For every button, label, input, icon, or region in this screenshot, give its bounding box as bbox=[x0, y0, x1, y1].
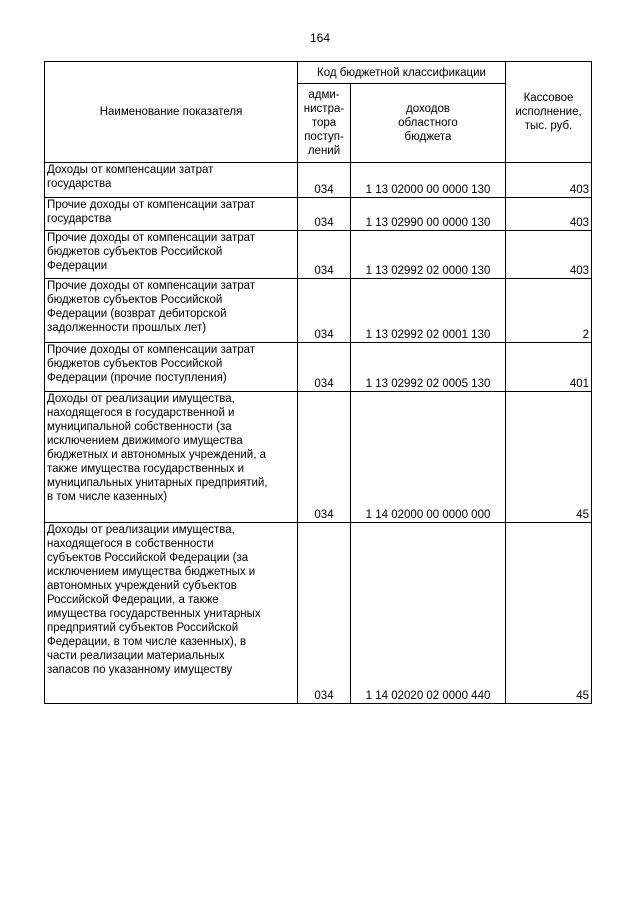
cash-amount: 403 bbox=[506, 163, 592, 198]
administrator-code: 034 bbox=[298, 163, 351, 198]
income-code: 1 13 02992 02 0000 130 bbox=[351, 231, 506, 279]
indicator-name: Прочие доходы от компенсации затрат бюджетов субъектов Российской Федерации (прочие поступления) bbox=[45, 343, 298, 392]
table-row bbox=[45, 231, 592, 279]
cash-amount: 45 bbox=[506, 392, 592, 523]
table-body bbox=[45, 163, 592, 704]
income-code: 1 14 02000 00 0000 000 bbox=[351, 392, 506, 523]
budget-table bbox=[44, 61, 592, 704]
administrator-code: 034 bbox=[298, 231, 351, 279]
administrator-code: 034 bbox=[298, 279, 351, 343]
administrator-code: 034 bbox=[298, 523, 351, 704]
indicator-name: Прочие доходы от компенсации затрат бюджетов субъектов Российской Федерации (возврат дебиторской задолженности прошлых лет) bbox=[45, 279, 298, 343]
income-code: 1 13 02992 02 0005 130 bbox=[351, 343, 506, 392]
income-code: 1 13 02000 00 0000 130 bbox=[351, 163, 506, 198]
administrator-code: 034 bbox=[298, 198, 351, 231]
income-code: 1 13 02990 00 0000 130 bbox=[351, 198, 506, 231]
indicator-name: Доходы от реализации имущества, находящегося в государственной и муниципальной собственности (за исключением движимого имущества бюджетных и автономных учреждений, а также имущества государственных и муниципальных унитарных предприятий, в том числе казенных) bbox=[45, 392, 298, 523]
header-administrator: адми- нистра- тора поступ- лений bbox=[298, 84, 351, 163]
cash-amount: 45 bbox=[506, 523, 592, 704]
income-code: 1 14 02020 02 0000 440 bbox=[351, 523, 506, 704]
header-code-group: Код бюджетной классификации bbox=[298, 62, 506, 84]
table-row bbox=[45, 163, 592, 198]
table-row bbox=[45, 392, 592, 523]
administrator-code: 034 bbox=[298, 343, 351, 392]
table-row bbox=[45, 198, 592, 231]
page-number: 164 bbox=[309, 31, 331, 45]
cash-amount: 403 bbox=[506, 231, 592, 279]
income-code: 1 13 02992 02 0001 130 bbox=[351, 279, 506, 343]
header-cash-execution: Кассовое исполнение, тыс. руб. bbox=[506, 62, 592, 163]
cash-amount: 403 bbox=[506, 198, 592, 231]
table-row bbox=[45, 343, 592, 392]
table-row bbox=[45, 523, 592, 704]
cash-amount: 2 bbox=[506, 279, 592, 343]
table-row bbox=[45, 279, 592, 343]
administrator-code: 034 bbox=[298, 392, 351, 523]
indicator-name: Доходы от компенсации затрат государства bbox=[45, 163, 298, 198]
cash-amount: 401 bbox=[506, 343, 592, 392]
header-income-code: доходов областного бюджета bbox=[351, 84, 506, 163]
indicator-name: Прочие доходы от компенсации затрат бюджетов субъектов Российской Федерации bbox=[45, 231, 298, 279]
header-indicator-name: Наименование показателя bbox=[45, 62, 298, 163]
indicator-name: Доходы от реализации имущества, находящегося в собственности субъектов Российской Федерации (за исключением имущества бюджетных и автономных учреждений субъектов Российской Федерации, а также имущества государственных унитарных предприятий субъектов Российской Федерации, в том числе казенных), в части реализации материальных запасов по указанному имуществу bbox=[45, 523, 298, 704]
indicator-name: Прочие доходы от компенсации затрат государства bbox=[45, 198, 298, 231]
